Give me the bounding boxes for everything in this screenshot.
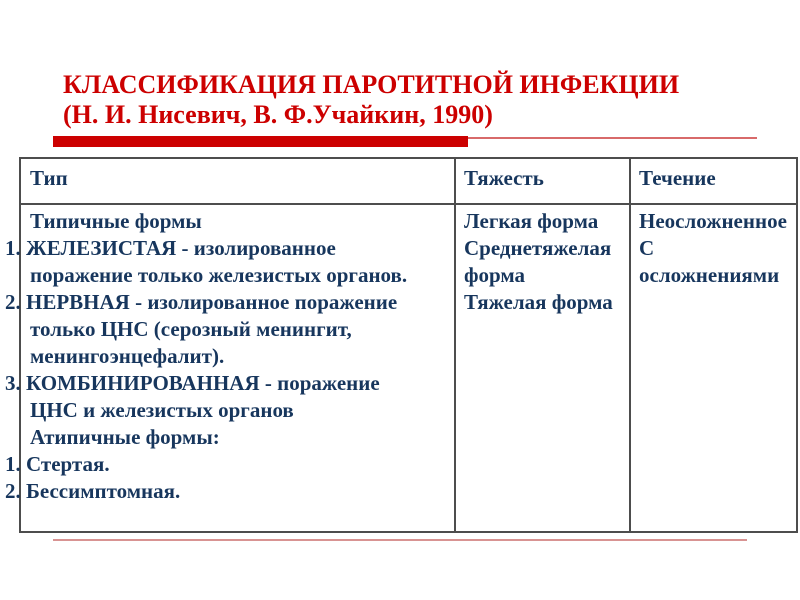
table-header-row	[20, 158, 797, 204]
table-text-line: 1. Стертая.	[5, 452, 110, 476]
table-text-line: форма	[464, 263, 526, 287]
table-text-line: осложнениями	[639, 263, 780, 287]
column-header-severity: Тяжесть	[455, 158, 630, 204]
table-text-line: 1. ЖЕЛЕЗИСТАЯ - изолированное	[5, 236, 336, 260]
table-text-line: Неосложненное	[639, 209, 787, 233]
type-cell	[5, 204, 455, 532]
table-text-line: Атипичные формы:	[30, 425, 220, 449]
table-text-line: Легкая форма	[464, 209, 599, 233]
classification-table	[5, 157, 798, 533]
bottom-decorative-rule	[53, 539, 747, 541]
table-text-line: ЦНС и железистых органов	[30, 398, 294, 422]
slide-title-line-2: (Н. И. Нисевич, В. Ф.Учайкин, 1990)	[63, 100, 493, 129]
table-text-line: менингоэнцефалит).	[30, 344, 225, 368]
table-text-line: Типичные формы	[30, 209, 202, 233]
table-text-line: С	[639, 236, 655, 260]
title-accent-bar	[53, 136, 468, 147]
table-text-line: Среднетяжелая	[464, 236, 612, 260]
slide-title-line-1: КЛАССИФИКАЦИЯ ПАРОТИТНОЙ ИНФЕКЦИИ	[63, 70, 680, 99]
severity-cell	[455, 204, 630, 532]
table-text-line: 3. КОМБИНИРОВАННАЯ - поражение	[5, 371, 380, 395]
column-header-course: Течение	[630, 158, 797, 204]
table-body-row	[20, 204, 797, 532]
table-text-line: только ЦНС (серозный менингит,	[30, 317, 352, 341]
table-text-line: 2. НЕРВНАЯ - изолированное поражение	[5, 290, 398, 314]
table-text-line: Тяжелая форма	[464, 290, 613, 314]
slide-title	[63, 70, 753, 130]
table-text-line: поражение только железистых органов.	[30, 263, 408, 287]
course-cell	[630, 204, 797, 532]
column-header-type: Тип	[20, 158, 455, 204]
table-text-line: 2. Бессимптомная.	[5, 479, 181, 503]
